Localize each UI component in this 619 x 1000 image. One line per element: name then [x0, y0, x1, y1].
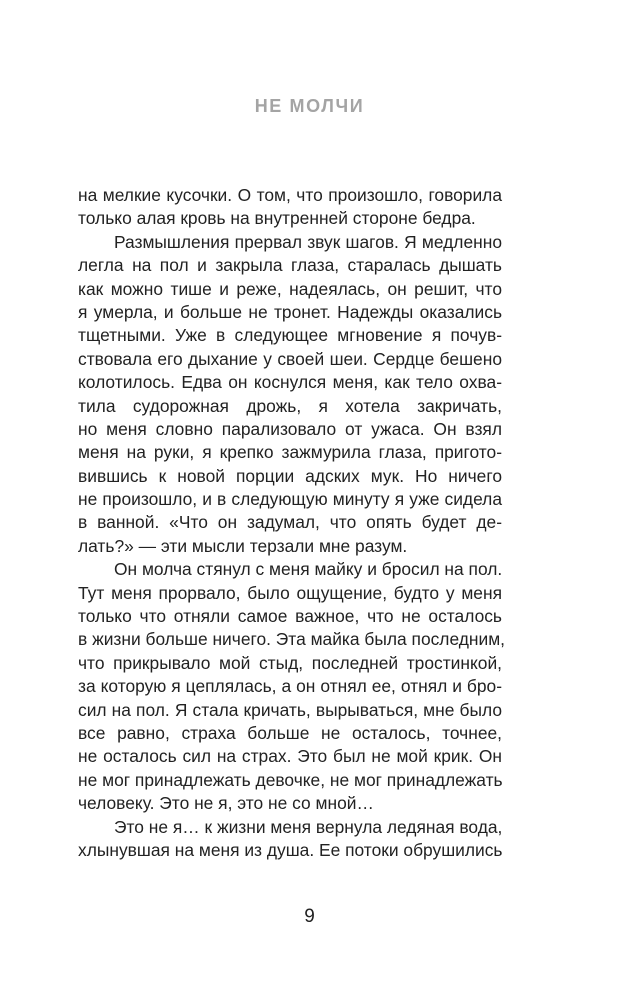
text-line: не мог принадлежать девочке, не мог принадлежать	[78, 769, 503, 790]
text-line: Он молча стянул с меня майку и бросил на пол.	[114, 559, 503, 580]
text-line: колотилось. Едва он коснулся меня, как тело охва-	[78, 372, 502, 393]
text-line: вившись к новой порции адских мук. Но ничего	[78, 465, 502, 486]
text-line: человеку. Это не я, это не со мной…	[78, 793, 374, 814]
text-line: все равно, страха больше не осталось, точнее,	[78, 722, 502, 743]
text-line: в ванной. «Что он задумал, что опять будет де-	[78, 512, 502, 533]
text-line: ствовала его дыхание у своей шеи. Сердце бешено	[78, 348, 502, 369]
body-text	[78, 184, 505, 862]
text-line: что прикрывало мой стыд, последней тростинкой,	[78, 652, 502, 673]
text-line: меня на руки, я крепко зажмурила глаза, пригото-	[78, 442, 502, 463]
text-line: сил на пол. Я стала кричать, вырываться, мне было	[78, 699, 502, 720]
text-line: только что отняли самое важное, что не осталось	[78, 606, 502, 627]
text-line: тила судорожная дрожь, я хотела закричать,	[78, 395, 502, 416]
page-number: 9	[304, 906, 315, 927]
text-line: не осталось сил на страх. Это был не мой крик. Он	[78, 746, 502, 767]
text-line: на мелкие кусочки. О том, что произошло, говорила	[78, 185, 502, 205]
text-line: легла на пол и закрыла глаза, старалась дышать	[78, 255, 502, 276]
text-line: но меня словно парализовало от ужаса. Он взял	[78, 418, 502, 439]
text-line: Это не я… к жизни меня вернула ледяная вода,	[114, 816, 503, 837]
running-head: НЕ МОЛЧИ	[254, 96, 365, 116]
text-line: за которую я цеплялась, а он отнял ее, отнял и бро-	[78, 676, 502, 697]
text-line: хлынувшая на меня из душа. Ее потоки обрушились	[78, 839, 503, 860]
text-line: тщетными. Уже в следующее мгновение я почув-	[78, 325, 502, 346]
text-line: я умерла, и больше не тронет. Надежды оказались	[78, 301, 502, 322]
text-line: Размышления прервал звук шагов. Я медленно	[114, 231, 502, 252]
text-line: не произошло, и в следующую минуту я уже сидела	[78, 489, 502, 510]
text-line: как можно тише и реже, надеялась, он решит, что	[78, 278, 502, 299]
text-line: в жизни больше ничего. Эта майка была последним,	[78, 629, 505, 650]
text-line: лать?» — эти мысли терзали мне разум.	[78, 535, 408, 556]
text-line: Тут меня прорвало, было ощущение, будто у меня	[78, 582, 502, 603]
text-line: только алая кровь на внутренней стороне бедра.	[78, 208, 476, 229]
